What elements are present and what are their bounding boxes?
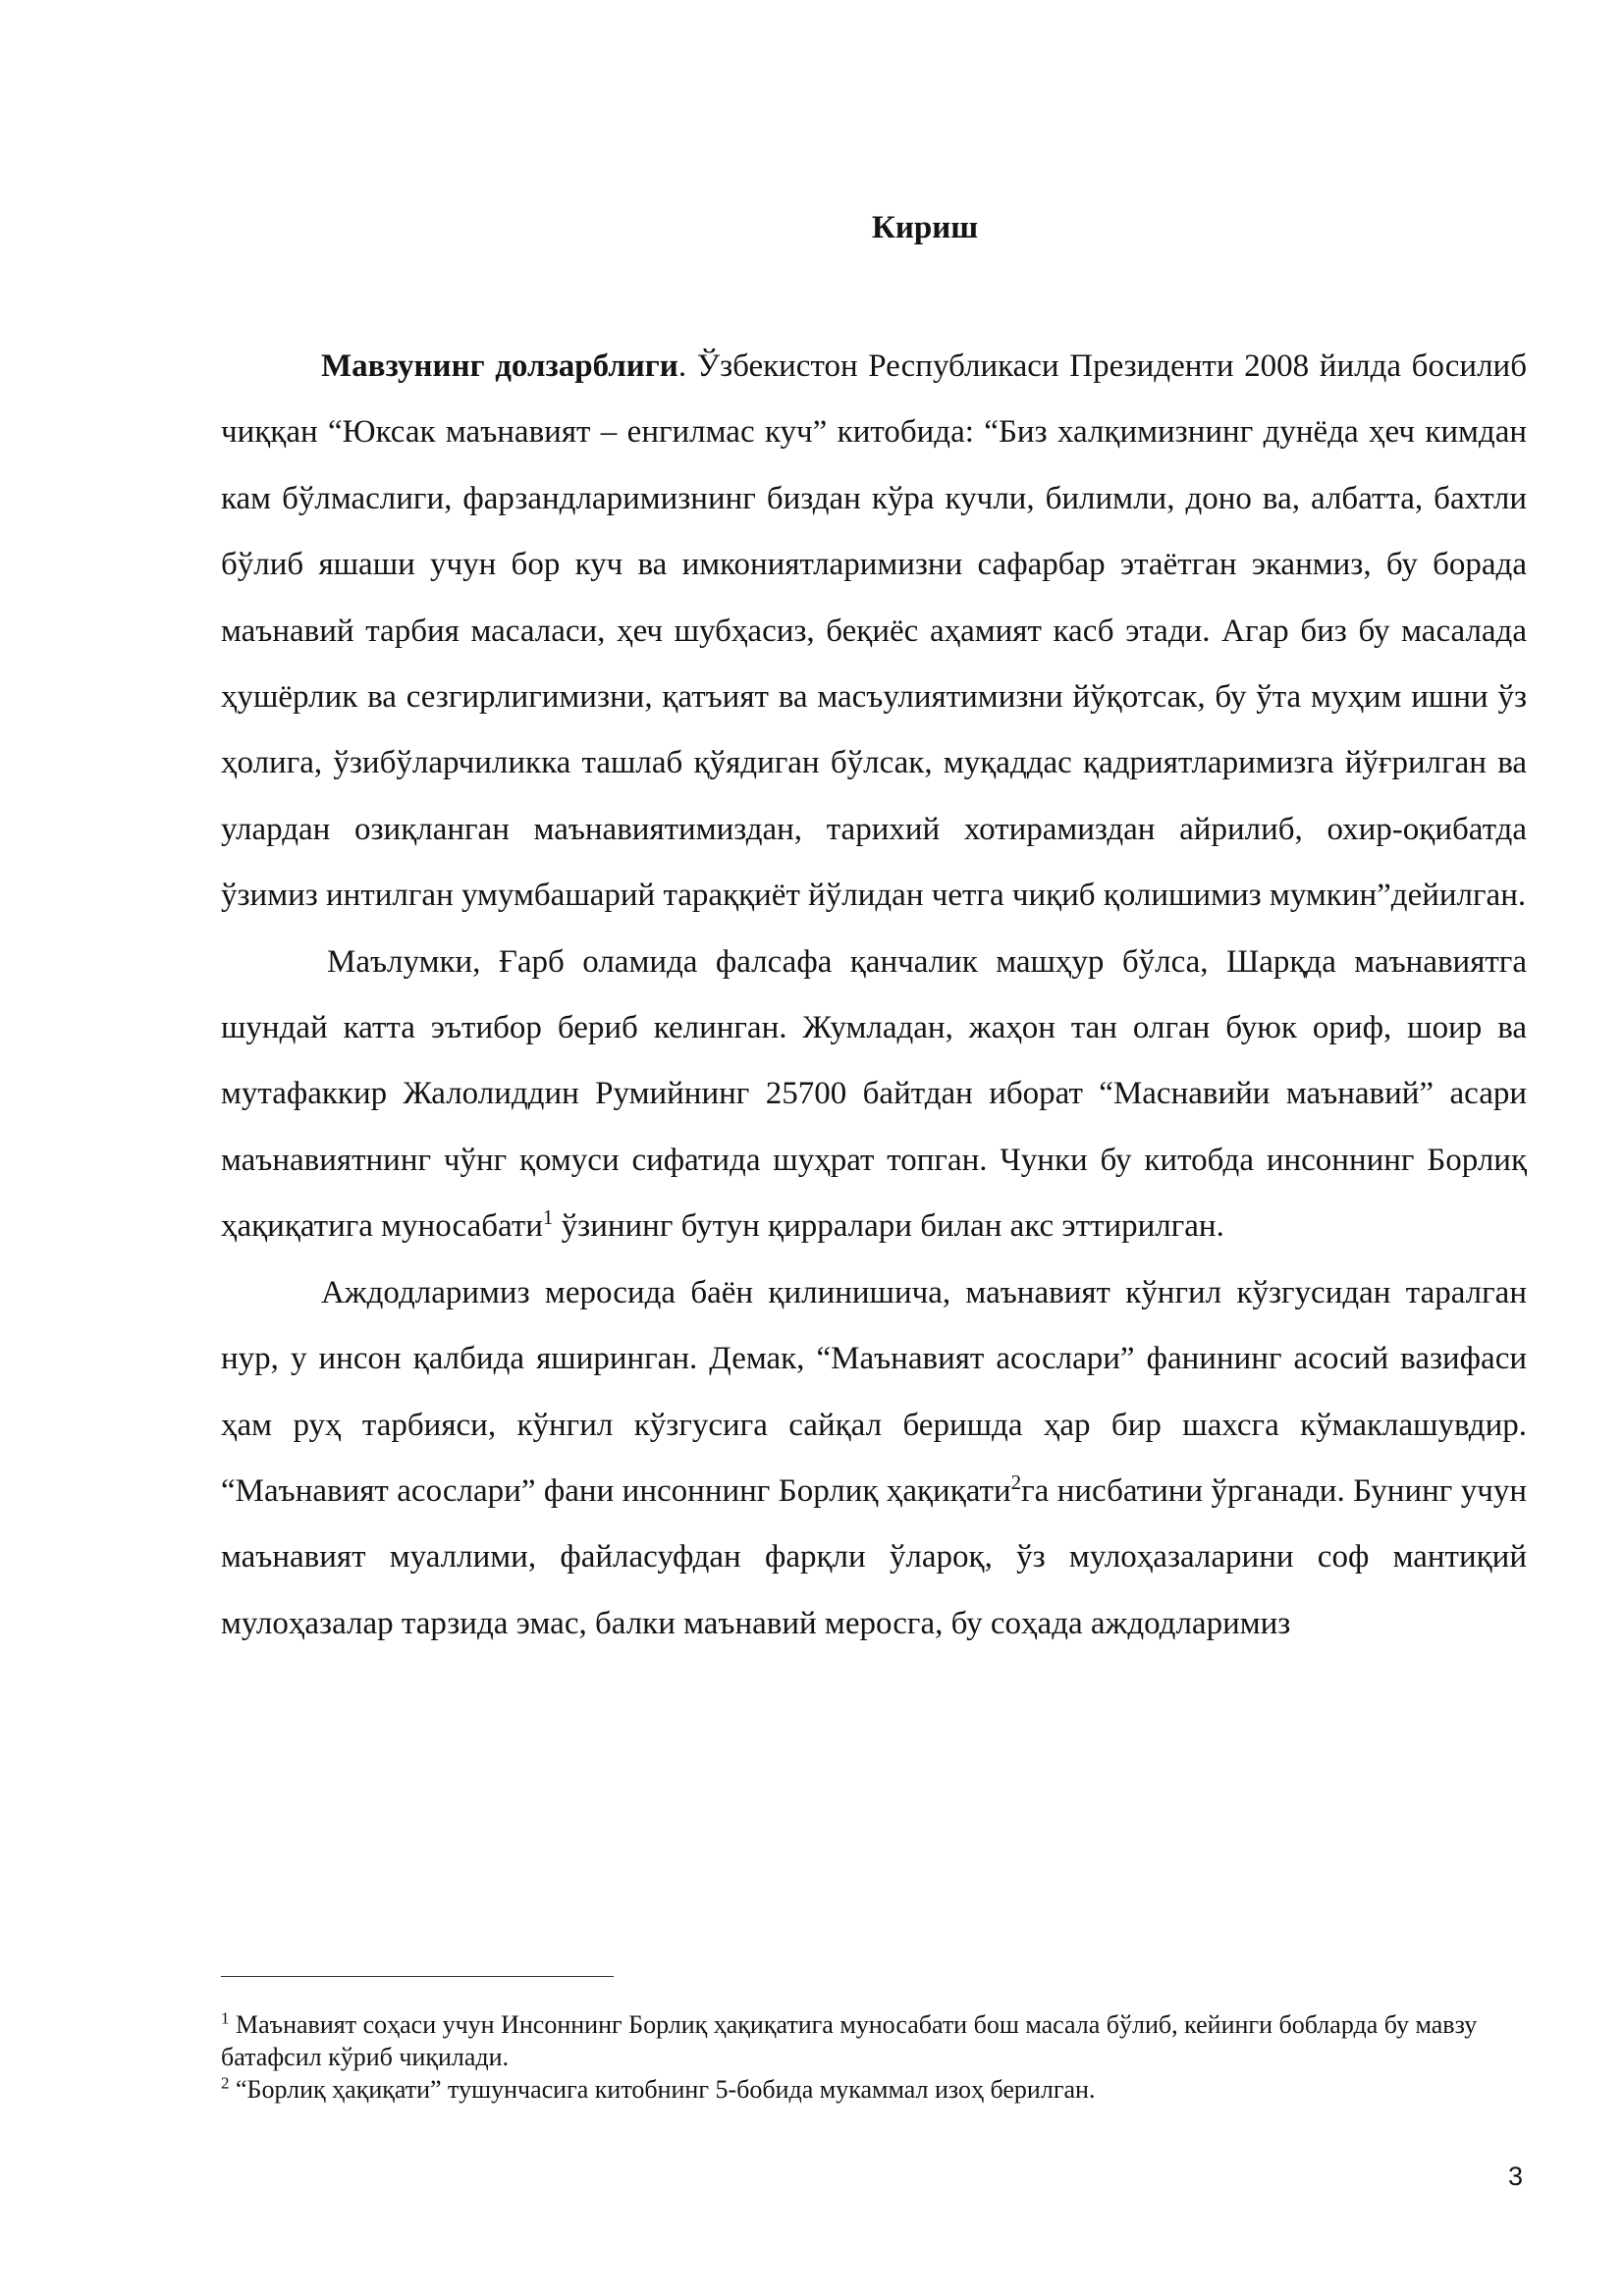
paragraph: [221, 334, 1527, 930]
paragraph: [221, 930, 1527, 1260]
page-title: Кириш: [871, 210, 979, 245]
footnote: [221, 2008, 1527, 2073]
paragraph-text: Маълумки, Ғарб оламида фалсафа қанчалик машҳур бўлса, Шарқда маънавиятга шундай катта эътибор бериб келинган. Жумладан, жаҳон тан олган буюк ориф, шоир ва мутафаккир Жалолиддин Румийнинг 25700 байтдан иборат “Маснавийи маънавий” асари маънавиятнинг чўнг қомуси сифатида шуҳрат топган. Чунки бу китобда инсоннинг Борлиқ ҳақиқатига муносабати: [221, 943, 1527, 1245]
footnote: [221, 2073, 1527, 2106]
footnotes: [221, 2008, 1527, 2106]
footnote-separator: [221, 1976, 614, 1977]
paragraph: [221, 1260, 1527, 1657]
page-number: 3: [1508, 2162, 1524, 2191]
footnote-reference[interactable]: 1: [542, 1205, 554, 1230]
paragraph-text: . Ўзбекистон Республикаси Президенти 2008 йилда босилиб чиққан “Юксак маънавият – енгилмас куч” китобида: “Биз халқимизнинг дунёда ҳеч кимдан кам бўлмаслиги, фарзандларимизнинг биздан кўра кучли, билимли, доно ва, албатта, бахтли бўлиб яшаши учун бор куч ва имкониятларимизни сафарбар этаётган эканмиз, бу борада маънавий тарбия масаласи, ҳеч шубҳасиз, беқиёс аҳамият касб этади. Агар биз бу масалада ҳушёрлик ва сезгирлигимизни, қатъият ва масъулиятимизни йўқотсак, бу ўта муҳим ишни ўз ҳолига, ўзибўларчиликка ташлаб қўядиган бўлсак, муқаддас қадриятларимизга йўғрилган ва улардан озиқланган маънавиятимиздан, тарихий хотирамиздан айрилиб, охир-оқибатда ўзимиз интилган умумбашарий тараққиёт йўлидан четга чиқиб қолишимиз мумкин”дейилган.: [221, 348, 1527, 914]
footnote-reference[interactable]: 2: [1010, 1469, 1022, 1494]
footnote-mark: 1: [221, 2008, 230, 2028]
footnote-text: “Борлиқ ҳақиқати” тушунчасига китобнинг 5-бобида мукаммал изоҳ берилган.: [229, 2075, 1096, 2104]
paragraph-text: Аждодларимиз меросида баён қилинишича, маънавият кўнгил кўзгусидан таралган нур, у инсон қалбида яширинган. Демак, “Маънавият асослари” фанининг асосий вазифаси ҳам руҳ тарбияси, кўнгил кўзгусига сайқал беришда ҳар бир шахсга кўмаклашувдир. “Маънавият асослари” фани инсоннинг Борлиқ ҳақиқати: [221, 1274, 1527, 1509]
paragraph-text: га нисбатини ўрганади. Бунинг учун маънавият муаллими, файласуфдан фарқли ўлароқ, ўз мулоҳазаларини соф мантиқий мулоҳазалар тарзида эмас, балки маънавий меросга, бу соҳада аждодларимиз: [221, 1472, 1527, 1641]
paragraph-text: ўзининг бутун қирралари билан акс эттирилган.: [553, 1208, 1224, 1245]
footnote-mark: 2: [221, 2073, 230, 2093]
footnote-text: Маънавият соҳаси учун Инсоннинг Борлиқ ҳақиқатига муносабати бош масала бўлиб, кейинги бобларда бу мавзу батафсил кўриб чиқилади.: [221, 2010, 1478, 2071]
body-text: [221, 334, 1527, 1657]
paragraph-lead: Мавзунинг долзарблиги: [321, 348, 678, 384]
